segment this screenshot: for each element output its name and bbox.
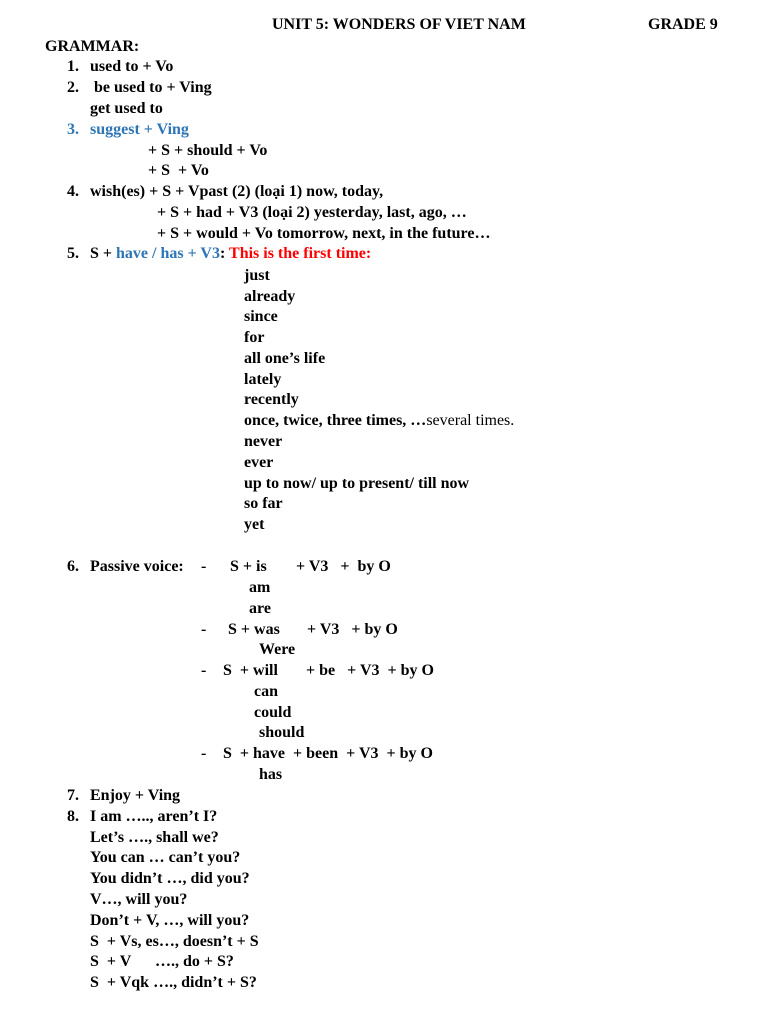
adverb: recently <box>244 391 299 408</box>
passive-voice-label: Passive voice: <box>90 558 184 575</box>
adverb: all one’s life <box>244 350 326 367</box>
tag-question: S + Vs, es…, doesn’t + S <box>90 933 259 950</box>
tag-question: I am ….., aren’t I? <box>90 808 218 825</box>
modal-form: could <box>254 704 292 721</box>
item-number: 4. <box>67 183 79 200</box>
grammar-rule: + S + would + Vo tomorrow, next, in the future… <box>157 225 491 242</box>
passive-rule: + V3 + by O <box>307 621 398 638</box>
tag-question: You can … can’t you? <box>90 849 241 866</box>
grammar-rule: wish(es) + S + Vpast (2) (loại 1) now, today, <box>90 183 384 200</box>
adverb: never <box>244 433 283 450</box>
modal-form: should <box>259 724 305 741</box>
item-number: 5. <box>67 245 79 262</box>
present-perfect-rule <box>90 244 371 264</box>
adverb: lately <box>244 371 282 388</box>
grammar-rule: + S + should + Vo <box>148 142 268 159</box>
passive-rule: S + have + been + V3 + by O <box>223 745 433 762</box>
tag-question: Don’t + V, …, will you? <box>90 912 250 929</box>
passive-subject: S + is <box>230 558 267 575</box>
item-number: 3. <box>67 121 79 138</box>
adverb-times <box>244 411 514 431</box>
unit-title: UNIT 5: WONDERS OF VIET NAM <box>272 16 526 33</box>
adverb: since <box>244 308 278 325</box>
passive-subject: S + will <box>223 662 278 679</box>
grade-label: GRADE 9 <box>648 16 718 33</box>
adverb: already <box>244 288 296 305</box>
item-number: 2. <box>67 79 79 96</box>
grammar-rule: suggest + Ving <box>90 121 189 138</box>
grammar-heading: GRAMMAR: <box>45 38 140 55</box>
adverb: just <box>244 267 270 284</box>
first-time-phrase: This is the first time: <box>229 245 372 262</box>
rule-prefix: S + <box>90 245 117 262</box>
tag-question: S + V …., do + S? <box>90 953 234 970</box>
modal-form: can <box>254 683 278 700</box>
adverb: for <box>244 329 265 346</box>
adverb: yet <box>244 516 265 533</box>
verb-form: Were <box>259 641 296 658</box>
grammar-rule: get used to <box>90 100 163 117</box>
times-normal: several times. <box>426 412 515 429</box>
tag-question: V…, will you? <box>90 891 188 908</box>
grammar-rule: used to + Vo <box>90 58 174 75</box>
item-number: 7. <box>67 787 79 804</box>
bullet-dash: - <box>201 745 207 762</box>
rule-colon: : <box>219 245 230 262</box>
passive-rule: + be + V3 + by O <box>306 662 434 679</box>
adverb: so far <box>244 495 283 512</box>
grammar-rule: be used to + Ving <box>90 79 212 96</box>
adverb: up to now/ up to present/ till now <box>244 475 470 492</box>
tag-question: You didn’t …, did you? <box>90 870 250 887</box>
verb-form: am <box>249 579 271 596</box>
grammar-rule: + S + had + V3 (loại 2) yesterday, last, ago, … <box>157 204 467 221</box>
passive-subject: S + was <box>228 621 280 638</box>
passive-rule: + V3 + by O <box>296 558 391 575</box>
grammar-rule: + S + Vo <box>148 162 209 179</box>
item-number: 1. <box>67 58 79 75</box>
bullet-dash: - <box>201 558 207 575</box>
times-bold: once, twice, three times, … <box>244 412 427 429</box>
grammar-rule: Enjoy + Ving <box>90 787 181 804</box>
verb-form: has <box>259 766 283 783</box>
tag-question: S + Vqk …., didn’t + S? <box>90 974 257 991</box>
adverb: ever <box>244 454 274 471</box>
item-number: 8. <box>67 808 79 825</box>
item-number: 6. <box>67 558 79 575</box>
verb-form: are <box>249 600 271 617</box>
bullet-dash: - <box>201 662 207 679</box>
bullet-dash: - <box>201 621 207 638</box>
rule-verb: have / has + V3 <box>116 245 220 262</box>
tag-question: Let’s …., shall we? <box>90 829 219 846</box>
